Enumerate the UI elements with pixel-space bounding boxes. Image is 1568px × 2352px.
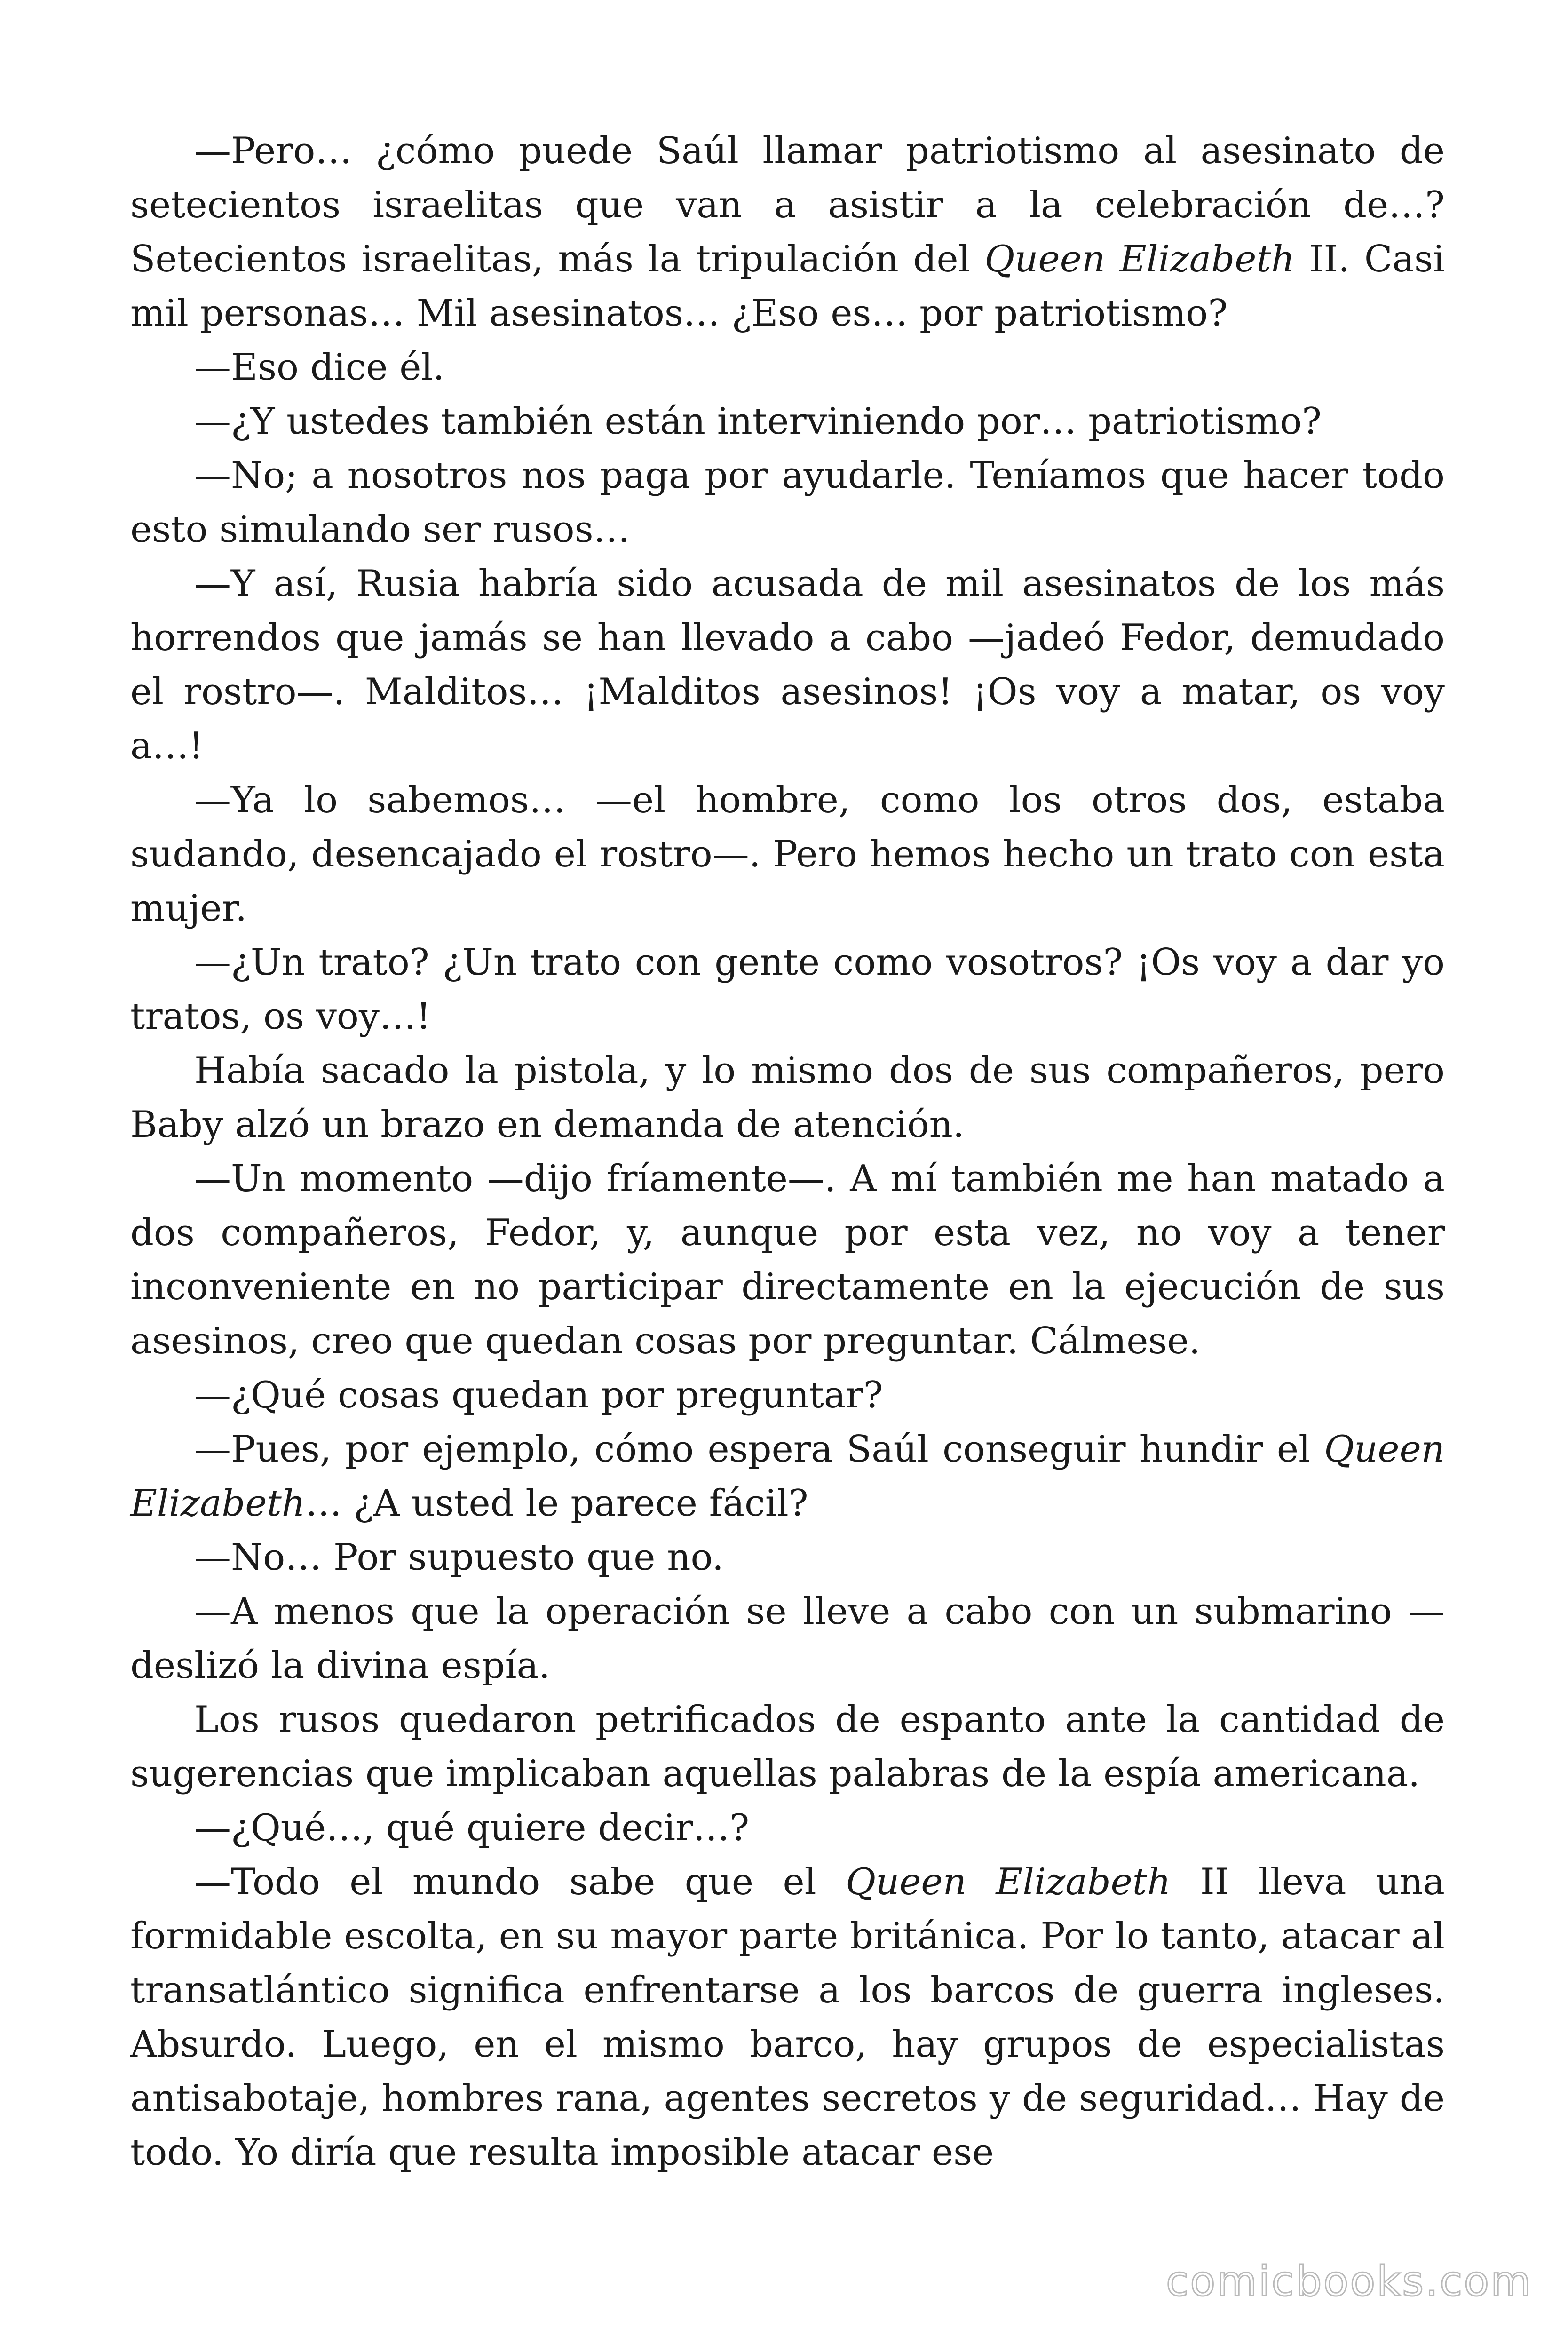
paragraph: —Y así, Rusia habría sido acusada de mil asesinatos de los más horrendos que jamás se han llevado a cabo —jadeó Fedor, demudado el rostro—. Malditos… ¡Malditos asesinos! ¡Os voy a matar, os voy a…! bbox=[130, 563, 1445, 767]
paragraph: —Pues, por ejemplo, cómo espera Saúl conseguir hundir el Queen Elizabeth… ¿A usted le parece fácil? bbox=[130, 1428, 1445, 1525]
paragraph: —Ya lo sabemos… —el hombre, como los otros dos, estaba sudando, desencajado el rostro—. Pero hemos hecho un trato con esta mujer. bbox=[130, 779, 1445, 930]
paragraph: —¿Y ustedes también están interviniendo por… patriotismo? bbox=[194, 400, 1322, 443]
watermark: comicbooks.com bbox=[1165, 2257, 1532, 2305]
paragraph: —No… Por supuesto que no. bbox=[194, 1536, 724, 1579]
paragraph: —Eso dice él. bbox=[194, 346, 445, 389]
paragraph: —¿Un trato? ¿Un trato con gente como vosotros? ¡Os voy a dar yo tratos, os voy…! bbox=[130, 941, 1445, 1038]
paragraph: —¿Qué…, qué quiere decir…? bbox=[194, 1807, 750, 1849]
ship-name: Queen Elizabeth bbox=[984, 238, 1295, 280]
paragraph: —No; a nosotros nos paga por ayudarle. Teníamos que hacer todo esto simulando ser rusos… bbox=[130, 454, 1445, 551]
paragraph: —A menos que la operación se lleve a cabo con un submarino — deslizó la divina espía. bbox=[130, 1590, 1445, 1687]
book-page-text bbox=[130, 124, 1445, 2180]
paragraph: —Pero… ¿cómo puede Saúl llamar patriotismo al asesinato de setecientos israelitas que van a asistir a la celebración de…? Setecientos israelitas, más la tripulación del Queen Elizabeth II. Casi mil personas… Mil asesinatos… ¿Eso es… por patriotismo? bbox=[130, 130, 1445, 334]
paragraph: —¿Qué cosas quedan por preguntar? bbox=[194, 1374, 883, 1416]
paragraph: —Todo el mundo sabe que el Queen Elizabeth II lleva una formidable escolta, en su mayor parte británica. Por lo tanto, atacar al transatlántico significa enfrentarse a los barcos de guerra ingleses. Absurdo. Luego, en el mismo barco, hay grupos de especialistas antisabotaje, hombres rana, agentes secretos y de seguridad… Hay de todo. Yo diría que resulta imposible atacar ese bbox=[130, 1861, 1445, 2174]
paragraph: Había sacado la pistola, y lo mismo dos de sus compañeros, pero Baby alzó un brazo en demanda de atención. bbox=[130, 1049, 1445, 1146]
ship-name: Queen Elizabeth bbox=[130, 1428, 1445, 1525]
paragraph: —Un momento —dijo fríamente—. A mí también me han matado a dos compañeros, Fedor, y, aunque por esta vez, no voy a tener inconveniente en no participar directamente en la ejecución de sus asesinos, creo que quedan cosas por preguntar. Cálmese. bbox=[130, 1158, 1445, 1362]
paragraph: Los rusos quedaron petrificados de espanto ante la cantidad de sugerencias que implicaban aquellas palabras de la espía americana. bbox=[130, 1699, 1445, 1795]
ship-name: Queen Elizabeth bbox=[846, 1861, 1171, 1903]
